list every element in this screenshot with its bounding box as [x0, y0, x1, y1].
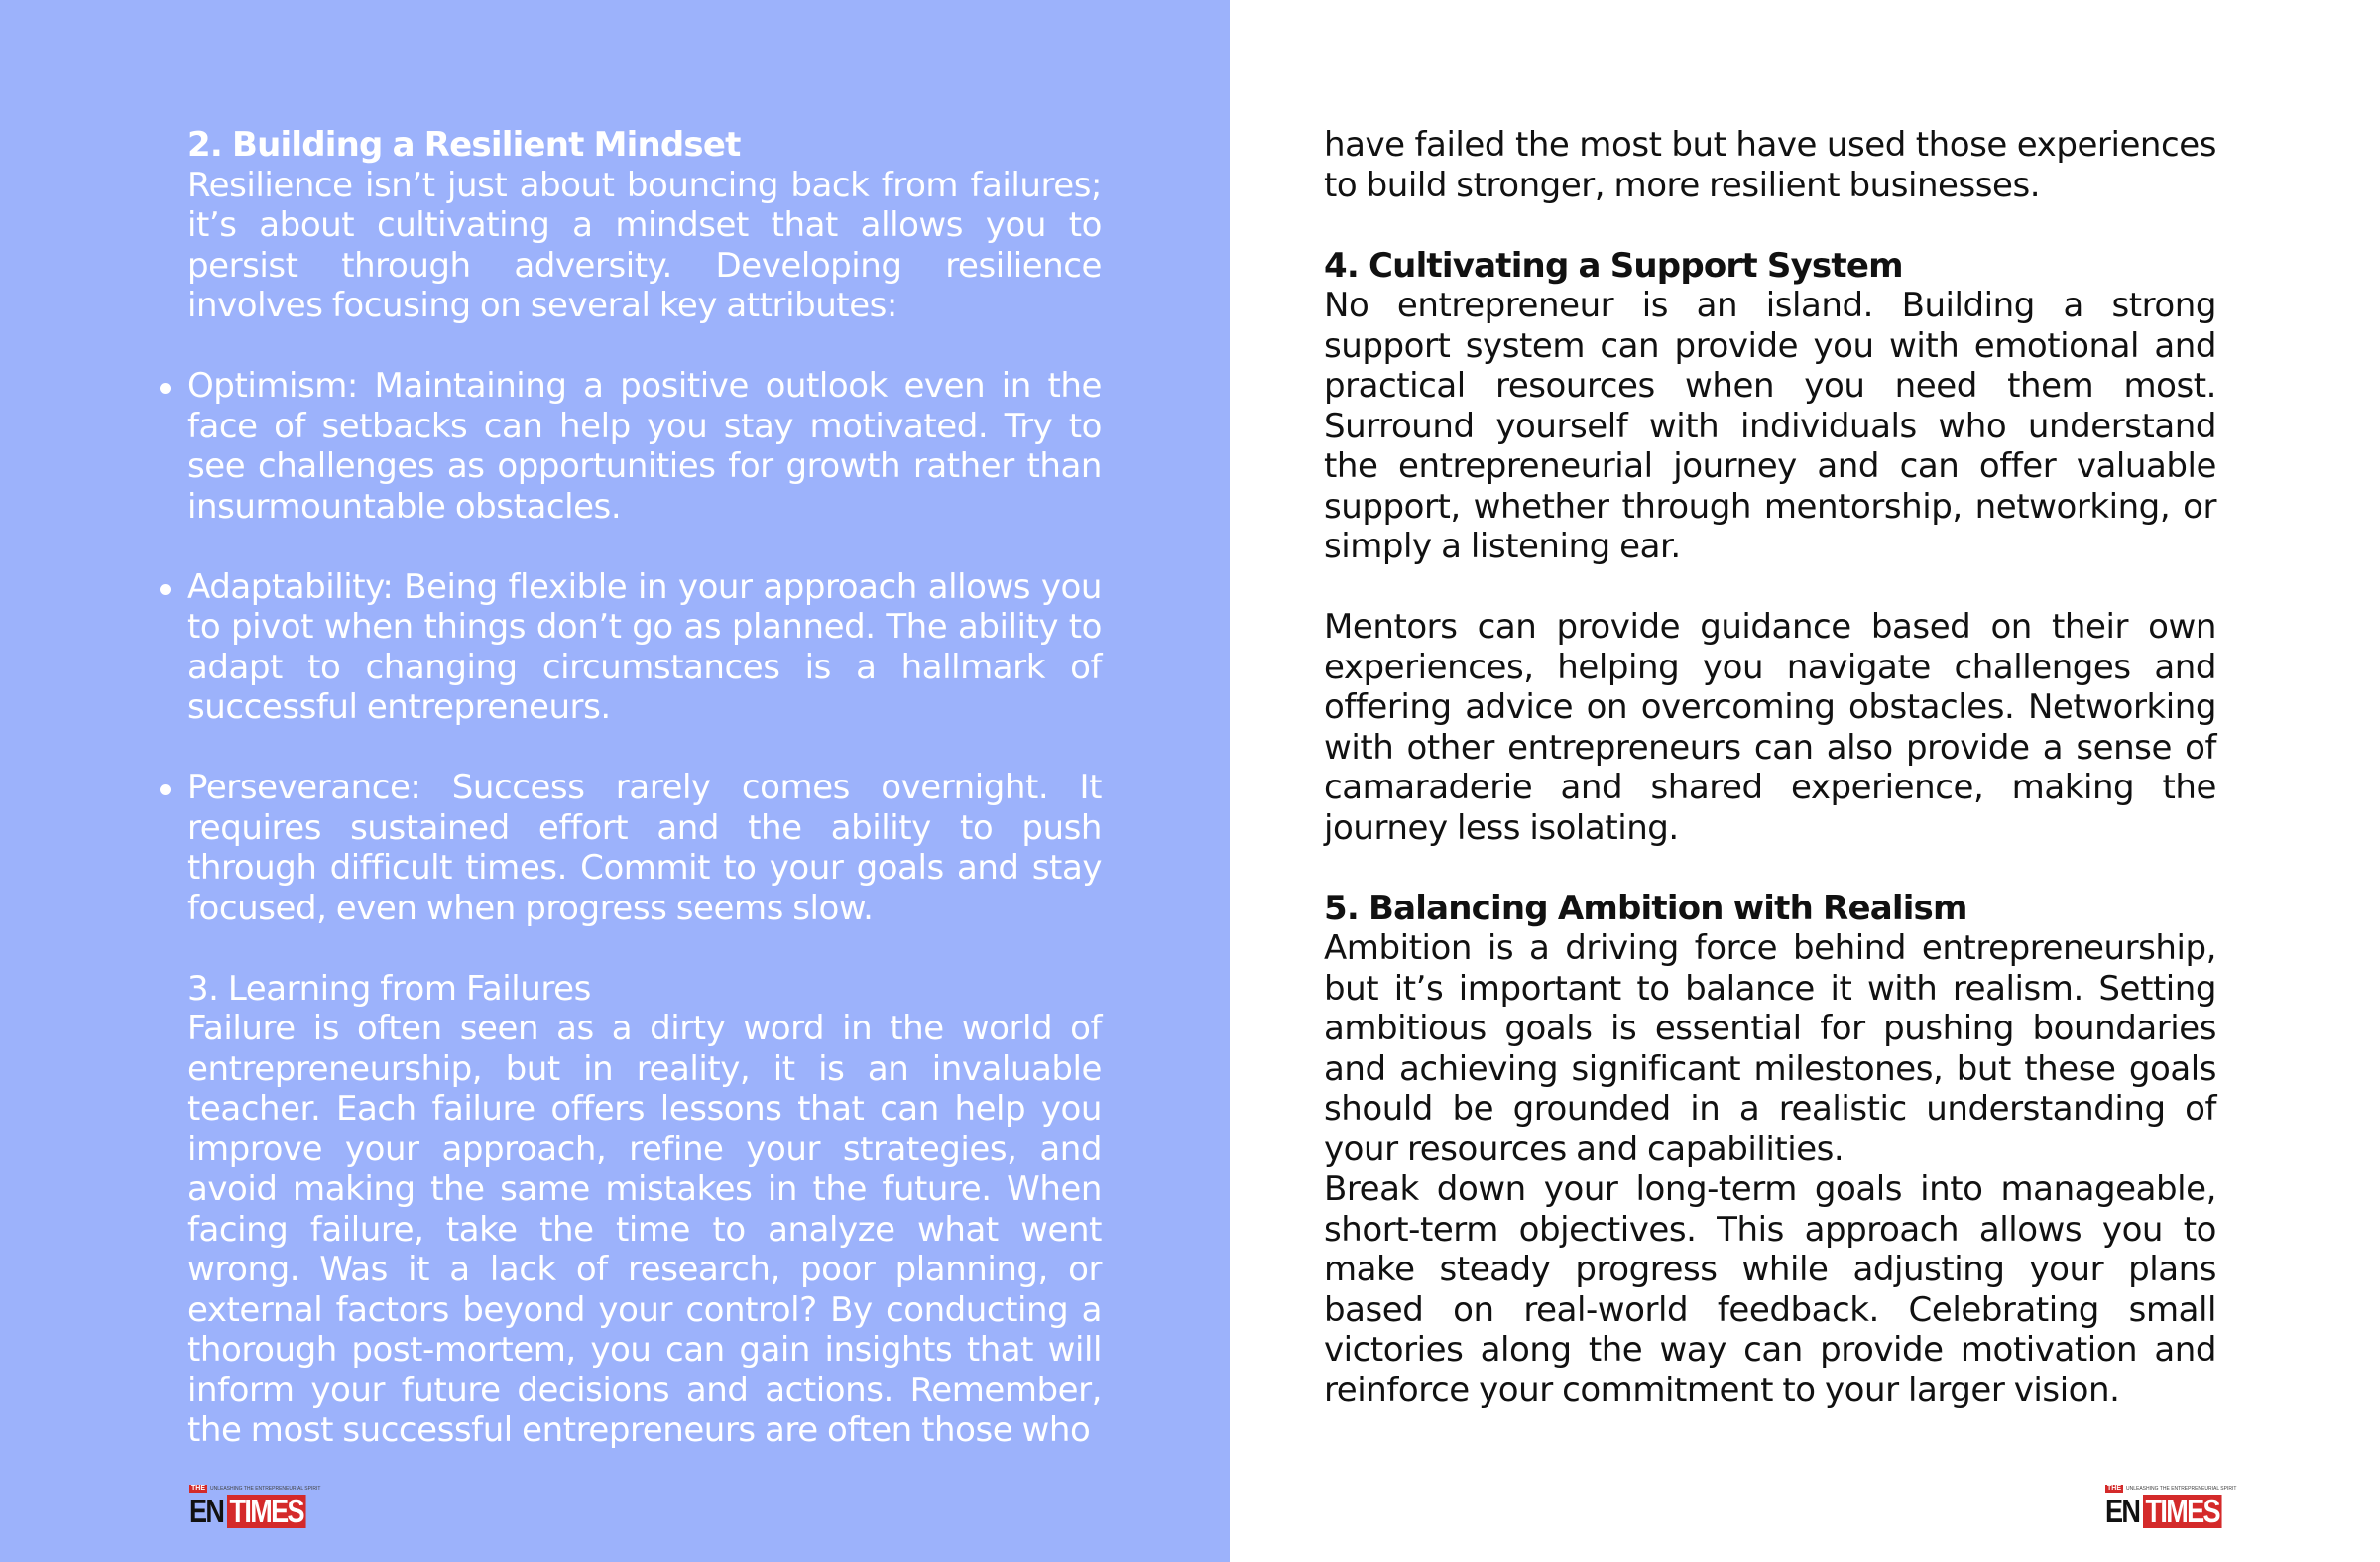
spacer — [1324, 205, 2216, 246]
bullet-icon — [160, 784, 171, 795]
list-item-adaptability — [187, 567, 1102, 728]
spacer — [1324, 567, 2216, 608]
logo-the: THE — [2107, 1485, 2121, 1492]
spacer — [187, 326, 1102, 367]
section-3-continuation: have failed the most but have used those experiences to build stronger, more resilient businesses. — [1324, 125, 2216, 205]
logo-en: EN — [189, 1493, 224, 1529]
section-2-heading: 2. Building a Resilient Mindset — [187, 125, 741, 165]
section-2-intro: Resilience isn’t just about bouncing back from failures; it’s about cultivating a mindset that allows you to persist through adversity. Developing resilience involves focusing on several key attributes: — [187, 165, 1102, 325]
section-4-heading: 4. Cultivating a Support System — [1324, 245, 1903, 286]
section-3-heading: 3. Learning from Failures — [187, 968, 591, 1009]
entimes-logo — [189, 1485, 321, 1530]
right-page — [1230, 0, 2380, 1562]
logo-en: EN — [2105, 1493, 2140, 1529]
section-4-paragraph-1: No entrepreneur is an island. Building a strong support system can provide you with emotional and practical resources when you need them most. Surround yourself with individuals who understand the entrepreneurial journey and can offer valuable support, whether through mentorship, networking, or simply a listening ear. — [1324, 286, 2216, 566]
logo-tagline: UNLEASHING THE ENTREPRENEURIAL SPIRIT — [210, 1486, 321, 1492]
bullet-icon — [160, 584, 171, 595]
list-item-text: Adaptability: Being flexible in your approach allows you to pivot when things don’t go as planned. The ability to adapt to changing circumstances is a hallmark of successful entrepreneurs. — [187, 566, 1102, 727]
spacer — [187, 728, 1102, 769]
bullet-icon — [160, 383, 171, 394]
spacer — [1324, 848, 2216, 889]
left-text-column — [187, 125, 1102, 1451]
right-text-column — [1324, 125, 2216, 1410]
section-4-paragraph-2: Mentors can provide guidance based on their own experiences, helping you navigate challenges and offering advice on overcoming obstacles. Networking with other entrepreneurs can also provide a sense of camaraderie and shared experience, making the journey less isolating. — [1324, 607, 2216, 848]
logo-the: THE — [191, 1485, 205, 1492]
list-item-text: Optimism: Maintaining a positive outlook even in the face of setbacks can help you stay motivated. Try to see challenges as opportunities for growth rather than insurmountable obstacles. — [187, 366, 1102, 527]
logo-tagline: UNLEASHING THE ENTREPRENEURIAL SPIRIT — [2126, 1486, 2237, 1492]
attributes-list — [187, 366, 1102, 928]
logo-times: TIMES — [227, 1495, 305, 1528]
section-3-body: Failure is often seen as a dirty word in the world of entrepreneurship, but in reality, it is an invaluable teacher. Each failure offers lessons that can help you improve your approach, refine your strategies, and avoid making the same mistakes in the future. When facing failure, take the time to analyze what went wrong. Was it a lack of research, poor planning, or external factors beyond your control? By conducting a thorough post-mortem, you can gain insights that will inform your future decisions and actions. Remember, the most successful entrepreneurs are often those who — [187, 1009, 1102, 1450]
spacer — [187, 527, 1102, 567]
logo-times: TIMES — [2143, 1495, 2221, 1528]
list-item-perseverance — [187, 768, 1102, 928]
section-5-heading: 5. Balancing Ambition with Realism — [1324, 888, 1967, 928]
section-5-paragraph-2: Break down your long-term goals into manageable, short-term objectives. This approach allows you to make steady progress while adjusting your plans based on real-world feedback. Celebrating small victories along the way can provide motivation and reinforce your commitment to your larger vision. — [1324, 1169, 2216, 1410]
list-item-text: Perseverance: Success rarely comes overnight. It requires sustained effort and the ability to push through difficult times. Commit to your goals and stay focused, even when progress seems slow. — [187, 768, 1102, 928]
entimes-logo — [2105, 1485, 2237, 1530]
section-5-paragraph-1: Ambition is a driving force behind entrepreneurship, but it’s important to balance it with realism. Setting ambitious goals is essential for pushing boundaries and achieving significant milestones, but these goals should be grounded in a realistic understanding of your resources and capabilities. — [1324, 928, 2216, 1169]
spacer — [187, 928, 1102, 969]
list-item-optimism — [187, 366, 1102, 527]
